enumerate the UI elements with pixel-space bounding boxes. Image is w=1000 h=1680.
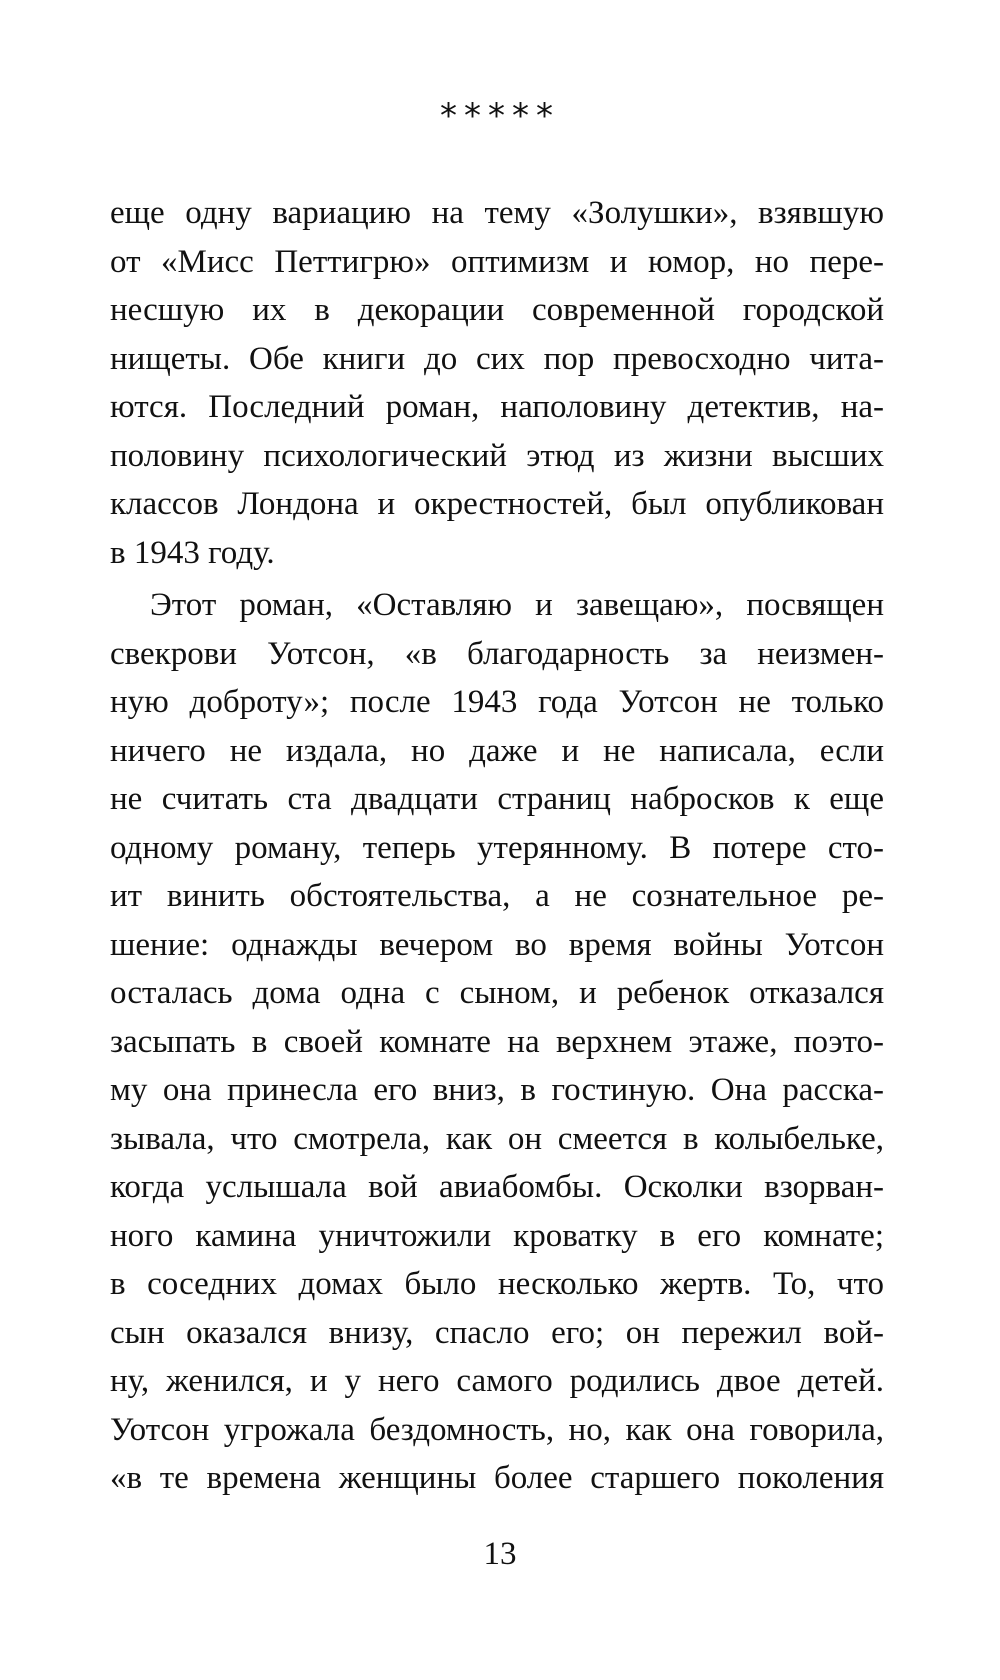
text-line: несшую их в декорации современной городской xyxy=(110,292,884,328)
text-line: му она принесла его вниз, в гостиную. Она расска- xyxy=(110,1072,884,1108)
text-line: шение: однажды вечером во время войны Уотсон xyxy=(110,926,884,963)
text-line: половину психологический этюд из жизни высших xyxy=(110,437,884,474)
text-line: зывала, что смотрела, как он смеется в колыбельке, xyxy=(110,1120,884,1157)
paragraph xyxy=(110,189,884,577)
text-line: Уотсон угрожала бездомность, но, как она говорила, xyxy=(110,1411,884,1448)
text-line: осталась дома одна с сыном, и ребенок отказался xyxy=(110,975,884,1011)
text-line: ную доброту»; после 1943 года Уотсон не только xyxy=(110,684,884,720)
section-ornament: ***** xyxy=(440,96,560,136)
paragraph xyxy=(110,581,884,1503)
text-line: одному роману, теперь утерянному. В потере сто- xyxy=(110,829,884,866)
text-line: ются. Последний роман, наполовину детектив, на- xyxy=(110,389,884,425)
text-line: еще одну вариацию на тему «Золушки», взявшую xyxy=(110,195,884,231)
text-line: ничего не издала, но даже и не написала, если xyxy=(110,732,884,769)
text-line: «в те времена женщины более старшего поколения xyxy=(110,1460,884,1496)
text-line: не считать ста двадцати страниц набросков к еще xyxy=(110,781,884,817)
text-line: ного камина уничтожили кроватку в его комнате; xyxy=(110,1217,884,1254)
text-line: ит винить обстоятельства, а не сознательное ре- xyxy=(110,878,884,914)
text-line: сын оказался внизу, спасло его; он пережил вой- xyxy=(110,1314,884,1351)
text-line: классов Лондона и окрестностей, был опубликован xyxy=(110,486,884,522)
text-line: ну, женился, и у него самого родились двое детей. xyxy=(110,1363,884,1399)
text-line: в 1943 году. xyxy=(110,534,275,571)
text-line: от «Мисс Петтигрю» оптимизм и юмор, но пере- xyxy=(110,243,884,280)
body-text xyxy=(110,189,884,1503)
text-line: Этот роман, «Оставляю и завещаю», посвящен xyxy=(150,587,884,623)
text-line: засыпать в своей комнате на верхнем этаже, поэто- xyxy=(110,1023,884,1060)
text-line: когда услышала вой авиабомбы. Осколки взорван- xyxy=(110,1169,884,1205)
text-line: свекрови Уотсон, «в благодарность за неизмен- xyxy=(110,635,884,672)
page-number: 13 xyxy=(483,1536,517,1572)
text-line: в соседних домах было несколько жертв. То, что xyxy=(110,1266,884,1302)
text-line: нищеты. Обе книги до сих пор превосходно чита- xyxy=(110,340,884,377)
